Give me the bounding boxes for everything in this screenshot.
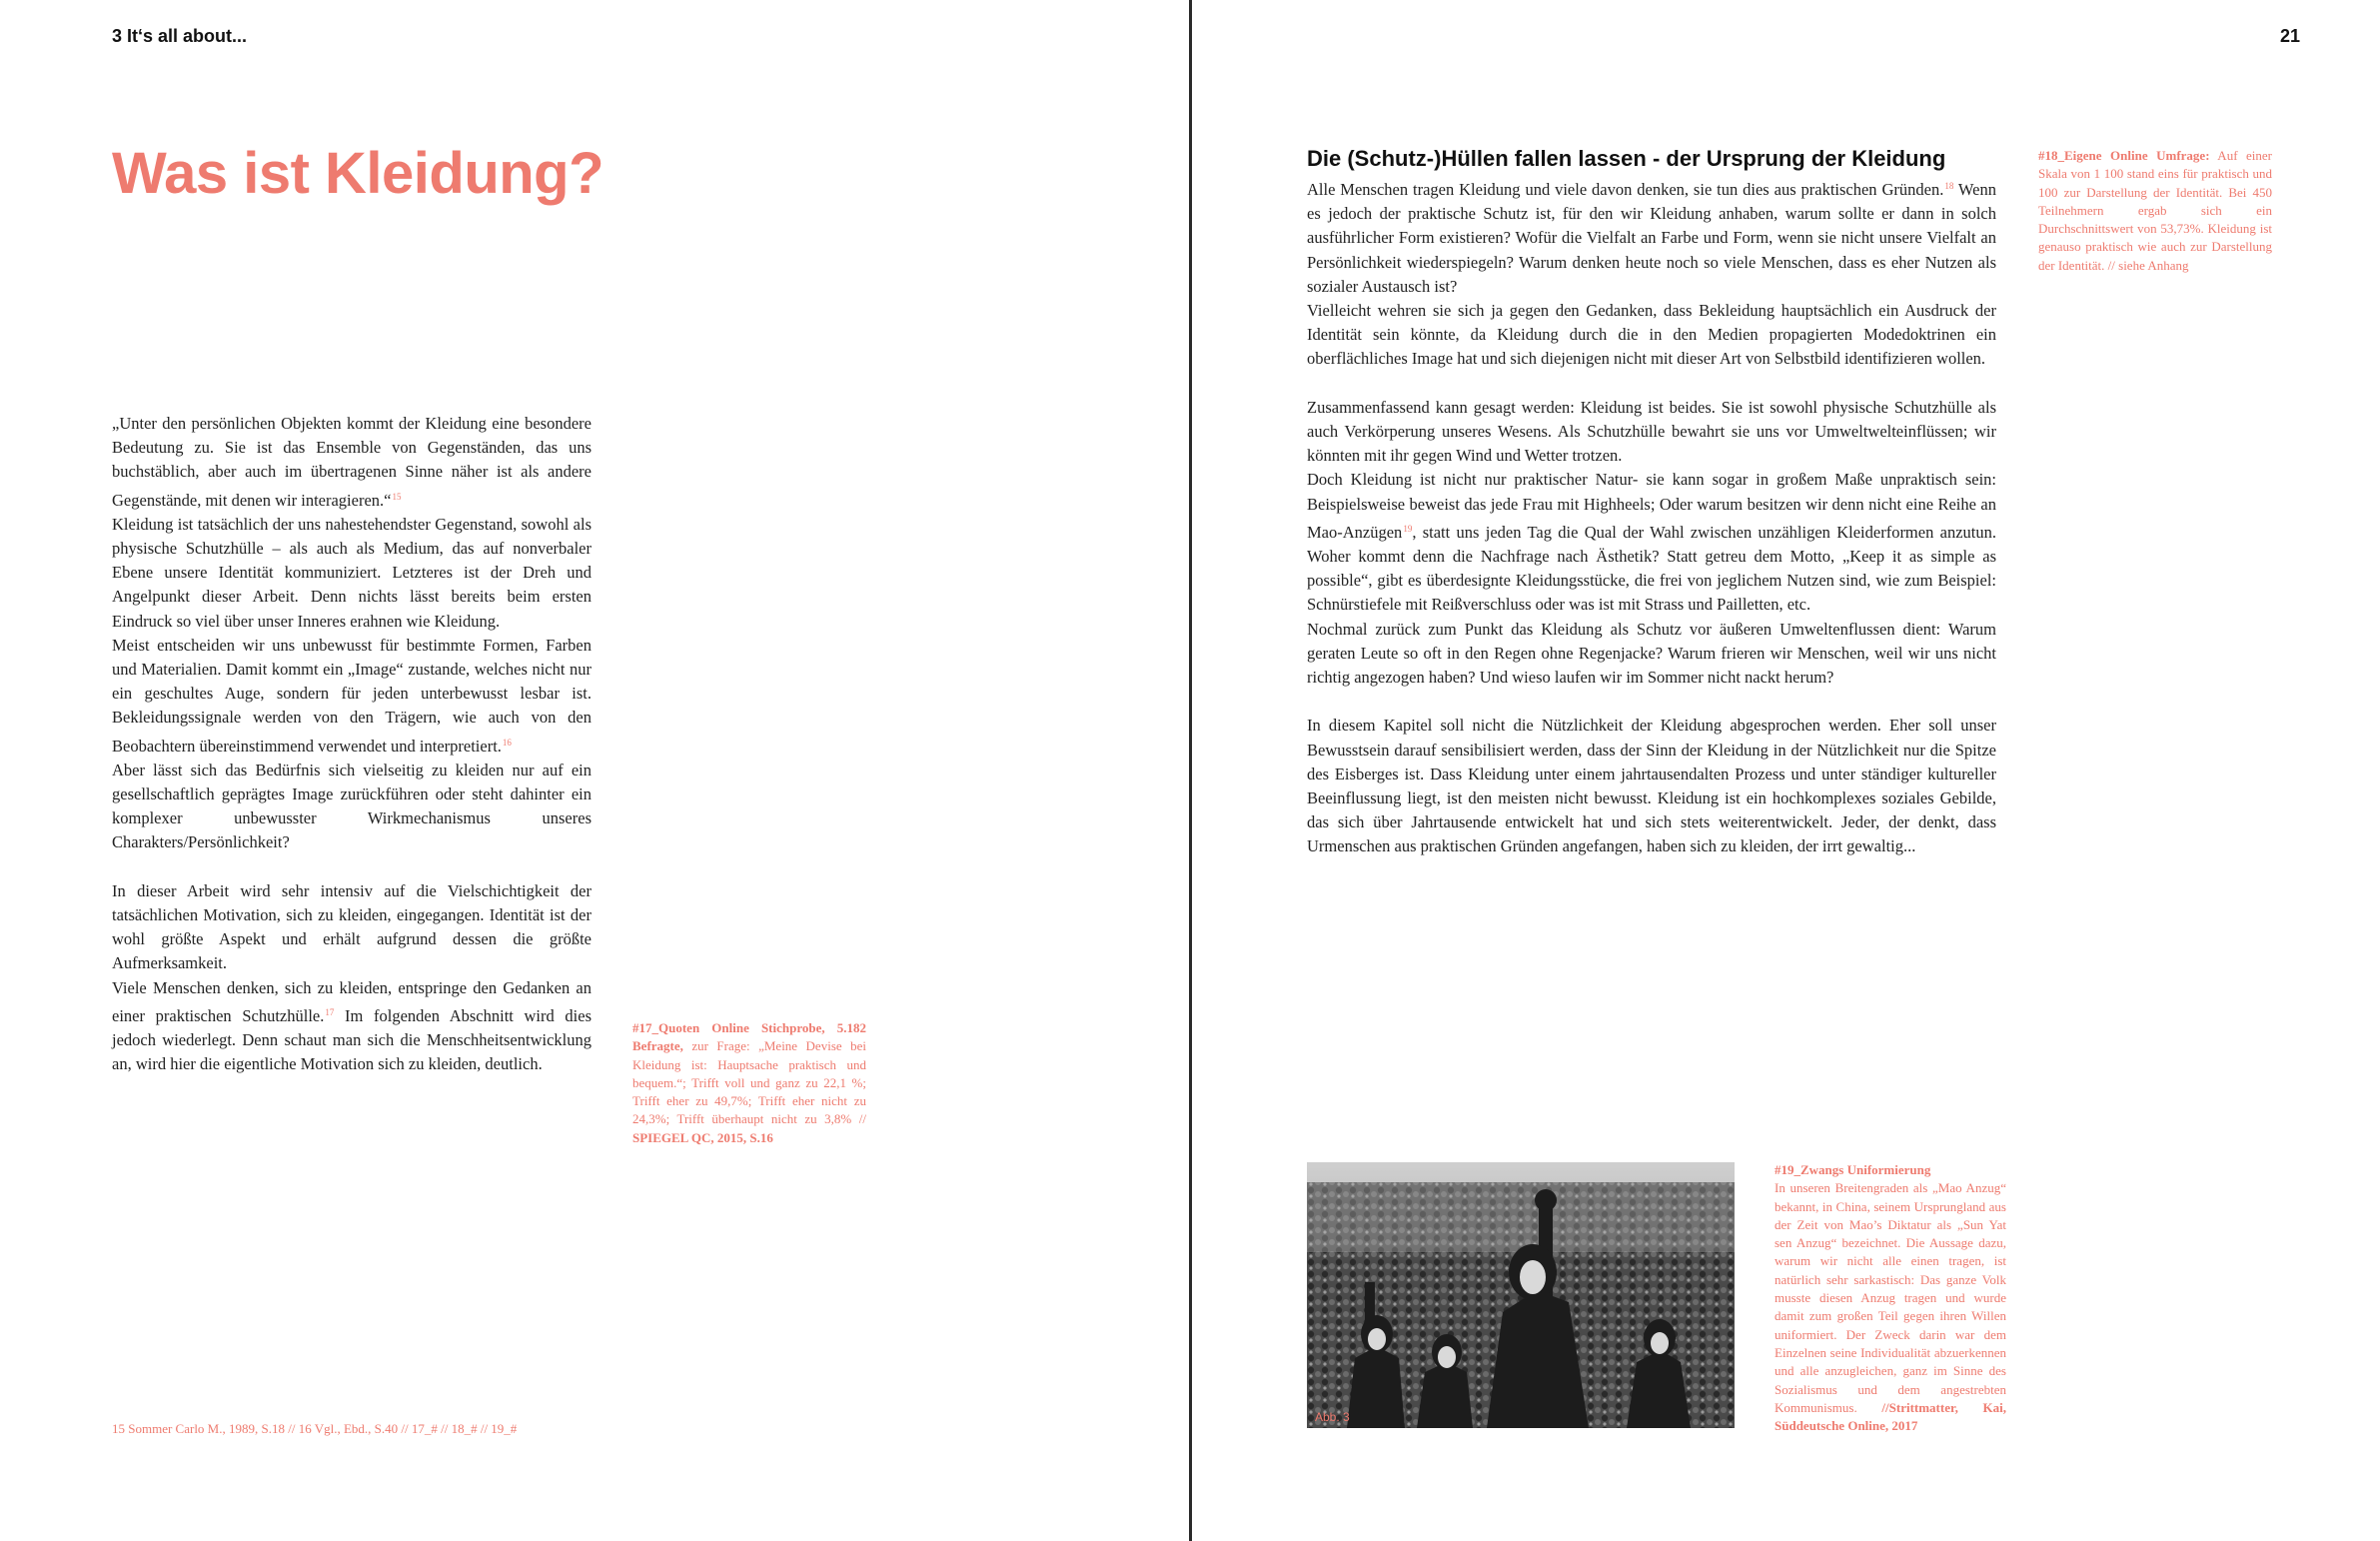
- paragraph: Alle Menschen tragen Kleidung und viele davon denken, sie tun dies aus praktischen Gründen.$^{18}$ Wenn es jedoch der praktische Schutz ist, für den wir Kleidung anhaben, warum sollte er dann in solch ausführlicher Form existieren? Wofür die Vielfalt an Farbe und Form, wenn sie nicht unsere Vielfalt an Persönlichkeit wiederspiegeln? Warum denken heute noch so viele Menschen, dass es eher Nutzen als sozialer Austausch ist?: [1307, 180, 1997, 296]
- paragraph: Nochmal zurück zum Punkt das Kleidung als Schutz vor äußeren Umweltenflussen dient: Warum geraten Leute so oft in den Regen ohne Regenjacke? Warum frieren wir Menschen, weil wir uns nicht richtig angezogen haben? Und wieso laufen wir im Sommer nicht nackt herum?: [1307, 619, 1996, 688]
- main-text: [1307, 174, 1996, 859]
- paragraph: Viele Menschen denken, sich zu kleiden, entspringe den Gedanken an einer praktischen Schutzhülle.$^{17}$ Im folgenden Abschnitt wird dies jedoch wiederlegt. Denn schaut man sich die Menschheitsentwicklung an, wird hier die eigentliche Motivation sich zu kleiden, deutlich.: [112, 977, 592, 1074]
- paragraph: Vielleicht wehren sie sich ja gegen den Gedanken, dass Bekleidung hauptsächlich ein Ausdruck der Identität sein könnte, da Kleidung durch die in den Medien propagierten Modedoktrinen ein oberflächliches Image hat und sich diejenigen nicht mit dieser Art von Selbstbild identifizieren wollen.: [1307, 301, 1996, 369]
- paragraph: In dieser Arbeit wird sehr intensiv auf die Vielschichtigkeit der tatsächlichen Motivation, sich zu kleiden, eingegangen. Identität ist der wohl größte Aspekt und erhält aufgrund dessen die größte Aufmerksamkeit.: [112, 880, 592, 973]
- paragraph: Zusammenfassend kann gesagt werden: Kleidung ist beides. Sie ist sowohl physische Schutzhülle als auch Verkörperung unseres Wesens. Als Schutzhülle bewahrt sie uns vor Umweltwelteinflüssen; wir könnten mit ihr gegen Wind und Wetter trotzen.: [1307, 397, 1996, 466]
- paragraph: In diesem Kapitel soll nicht die Nützlichkeit der Kleidung abgesprochen werden. Eher soll unser Bewusstsein darauf sensibilisiert werden, dass der Sinn der Kleidung in der Nützlichkeit nur die Spitze des Eisberges ist. Dass Kleidung unter einem jahrtausendalten Prozess und unter ständiger kultureller Beeinflussung liegt, ist den meisten nicht bewusst. Kleidung ist ein hochkomplexes soziales Gebilde, das sich über Jahrtausende entwickelt hat und sich stets weiterentwickelt. Jeder, der denkt, dass Urmenschen aus praktischen Gründen angefangen, haben sich zu kleiden, der irrt gewaltig...: [1307, 716, 1996, 856]
- footnote-ref[interactable]: 16: [502, 737, 512, 748]
- footnote-ref[interactable]: 15: [392, 491, 402, 502]
- sidenote-19: #19_Zwangs Uniformierung In unseren Breitengraden als „Mao Anzug“ bekannt, in China, seinem Ursprungland aus der Zeit von Mao’s Diktatur als „Sun Yat sen Anzug“ bezeichnet. Die Aussage dazu, warum wir nicht alle einen tragen, ist natürlich sehr sarkastisch: Das ganze Volk musste diesen Anzug tragen und wurde damit zum großen Teil gegen ihren Willen uniformiert. Der Zweck darin war dem Einzelnen seine Individualität abzuerkennen und alle anzugleichen, ganz im Sinne des Sozialismus und dem angestrebten Kommunismus. //Strittmatter, Kai, Süddeutsche Online, 2017: [1775, 1162, 2006, 1434]
- paragraph: Meist entscheiden wir uns unbewusst für bestimmte Formen, Farben und Materialien. Damit kommt ein „Image“ zustande, welches nicht nur ein geschultes Auge, sondern für jeden unterbewusst lesbar ist. Bekleidungssignale werden von den Trägern, wie auch von den Beobachtern übereinstimmend verwendet und interpretiert.$^{16}$: [112, 635, 592, 756]
- paragraph: Aber lässt sich das Bedürfnis sich vielseitig zu kleiden nur auf ein gesellschaftlich geprägtes Image zurückführen oder steht dahinter ein komplexer unbewusster Wirkmechanismus unseres Charakters/Persönlichkeit?: [112, 760, 592, 852]
- page-title: Was ist Kleidung?: [112, 141, 604, 206]
- paragraph: Doch Kleidung ist nicht nur praktischer Natur- sie kann sogar in großem Maße unpraktisch sein: Beispielsweise beweist das jede Frau mit Highheels; Oder warum besitzen wir denn nicht eine Reihe an Mao-Anzügen$^{19}$, statt uns jeden Tag die Qual der Wahl zwischen unzähligen Kleiderformen anzutun. Woher kommt denn die Nachfrage nach Ästhetik? Statt getreu dem Motto, „Keep it as simple as possible“, gibt es überdesignte Kleidungsstücke, die frei von jeglichem Nutzen sind, wie zum Beispiel: Schnürstiefele mit Reißverschluss oder was ist mit Strass und Pailletten, etc.: [1307, 470, 1996, 615]
- left-page: [0, 0, 1189, 1541]
- main-text: [112, 412, 592, 1076]
- figure-label: Abb. 3: [1315, 1410, 1350, 1424]
- paragraph: „Unter den persönlichen Objekten kommt der Kleidung eine besondere Bedeutung zu. Sie ist das Ensemble von Gegenständen, das uns buchstäblich, aber auch im übertragenen Sinne näher ist als andere Gegenstände, mit denen wir interagieren.“$^{15}$: [112, 414, 592, 510]
- footnote-ref[interactable]: 18: [1944, 181, 1954, 191]
- footnote-ref[interactable]: 19: [1403, 523, 1413, 534]
- section-heading: Die (Schutz-)Hüllen fallen lassen - der Ursprung der Kleidung: [1307, 146, 1946, 171]
- page-number: 21: [2279, 26, 2300, 46]
- footnote-ref[interactable]: 17: [325, 1006, 335, 1017]
- footnotes-line: 15 Sommer Carlo M., 1989, S.18 // 16 Vgl., Ebd., S.40 // 17_# // 18_# // 19_#: [112, 1421, 518, 1436]
- paragraph: Kleidung ist tatsächlich der uns nahestehendster Gegenstand, sowohl als physische Schutzhülle – als auch als Medium, das auf nonverbaler Ebene unsere Identität kommuniziert. Letzteres ist der Dreh und Angelpunkt dieser Arbeit. Denn nichts lässt bereits beim ersten Eindruck so viel über unser Inneres erahnen wie Kleidung.: [112, 514, 592, 631]
- sidenote-17: #17_Quoten Online Stichprobe, 5.182 Befragte, zur Frage: „Meine Devise bei Kleidung ist: Hauptsache praktisch und bequem.“; Trifft voll und ganz zu 22,1 %; Trifft eher zu 49,7%; Trifft eher nicht zu 24,3%; Trifft überhaupt nicht zu 3,8% // SPIEGEL QC, 2015, S.16: [632, 1020, 866, 1145]
- running-header: 3 It‘s all about...: [112, 26, 248, 46]
- historic-photo: [1307, 1162, 1735, 1428]
- sidenote-18: #18_Eigene Online Umfrage: Auf einer Skala von 1 100 stand eins für praktisch und 100 zur Darstellung der Identität. Bei 450 Teilnehmern ergab sich ein Durchschnittswert von 53,73%. Kleidung ist genauso praktisch wie auch zur Darstellung der Identität. // siehe Anhang: [2038, 148, 2272, 273]
